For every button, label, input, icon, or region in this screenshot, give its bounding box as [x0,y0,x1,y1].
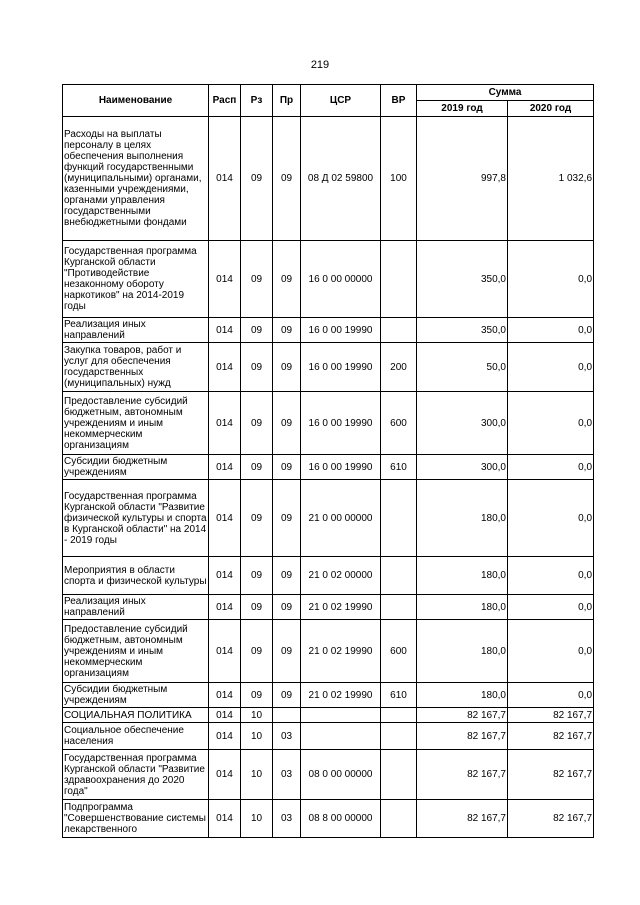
row-csr: 08 8 00 00000 [301,800,381,838]
row-vr: 100 [381,117,417,241]
row-rz: 09 [241,620,273,683]
row-rz: 09 [241,392,273,455]
row-name: Государственная программа Курганской области "Развитие здравоохранения до 2020 года" [63,750,209,800]
row-vr [381,708,417,723]
row-pr: 09 [273,480,301,557]
row-rasp: 014 [209,480,241,557]
table-row [63,683,594,708]
table-row [63,392,594,455]
page-number: 219 [310,59,330,71]
row-2019: 82 167,7 [417,800,508,838]
row-2020: 82 167,7 [508,750,594,800]
row-rasp: 014 [209,557,241,595]
row-vr [381,557,417,595]
row-2019: 997,8 [417,117,508,241]
row-csr: 08 0 00 00000 [301,750,381,800]
row-rasp: 014 [209,683,241,708]
row-pr: 09 [273,117,301,241]
row-pr: 03 [273,750,301,800]
row-csr: 16 0 00 19990 [301,392,381,455]
row-csr [301,708,381,723]
table-row [63,723,594,750]
row-vr [381,750,417,800]
row-vr: 610 [381,683,417,708]
row-2020: 1 032,6 [508,117,594,241]
table-row [63,318,594,343]
row-vr: 600 [381,392,417,455]
row-vr [381,800,417,838]
row-rasp: 014 [209,708,241,723]
row-2019: 350,0 [417,241,508,318]
row-2020: 82 167,7 [508,800,594,838]
row-csr [301,723,381,750]
row-2020: 0,0 [508,480,594,557]
row-rasp: 014 [209,620,241,683]
row-rz: 10 [241,800,273,838]
row-rz: 09 [241,318,273,343]
header-vr: ВР [381,85,417,117]
row-rz: 09 [241,595,273,620]
row-pr: 09 [273,241,301,318]
row-name: Подпрограмма "Совершенствование системы лекарственного [63,800,209,838]
row-rasp: 014 [209,343,241,392]
table-row [63,620,594,683]
row-rasp: 014 [209,392,241,455]
table-row [63,800,594,838]
row-name: Реализация иных направлений [63,318,209,343]
row-vr: 200 [381,343,417,392]
row-2020: 0,0 [508,392,594,455]
row-2020: 0,0 [508,683,594,708]
row-rz: 10 [241,723,273,750]
table-row [63,480,594,557]
row-name: Субсидии бюджетным учреждениям [63,683,209,708]
row-rz: 09 [241,117,273,241]
row-rz: 10 [241,750,273,800]
row-2020: 0,0 [508,595,594,620]
row-2019: 180,0 [417,480,508,557]
row-rz: 10 [241,708,273,723]
row-2019: 180,0 [417,620,508,683]
row-rasp: 014 [209,723,241,750]
row-pr [273,708,301,723]
row-2020: 0,0 [508,455,594,480]
row-pr: 09 [273,683,301,708]
row-rz: 09 [241,343,273,392]
row-csr: 08 Д 02 59800 [301,117,381,241]
header-rz: Рз [241,85,273,117]
table-header [63,85,594,117]
budget-table [62,84,594,838]
table-row [63,455,594,480]
row-csr: 21 0 02 19990 [301,620,381,683]
row-2019: 82 167,7 [417,750,508,800]
row-rasp: 014 [209,117,241,241]
row-pr: 09 [273,343,301,392]
row-vr [381,318,417,343]
table-row [63,343,594,392]
row-name: Предоставление субсидий бюджетным, автономным учреждениям и иным некоммерческим организациям [63,620,209,683]
row-csr: 21 0 02 00000 [301,557,381,595]
table-row [63,117,594,241]
row-2019: 300,0 [417,455,508,480]
header-rasp: Расп [209,85,241,117]
row-pr: 09 [273,620,301,683]
row-csr: 16 0 00 19990 [301,343,381,392]
row-pr: 09 [273,595,301,620]
header-sum: Сумма [417,85,594,101]
row-csr: 16 0 00 19990 [301,455,381,480]
row-name: Предоставление субсидий бюджетным, автономным учреждениям и иным некоммерческим организациям [63,392,209,455]
row-vr [381,595,417,620]
row-name: Закупка товаров, работ и услуг для обеспечения государственных (муниципальных) нужд [63,343,209,392]
row-rz: 09 [241,241,273,318]
row-name: Государственная программа Курганской области "Развитие физической культуры и спорта в Курганской области" на 2014 - 2019 годы [63,480,209,557]
row-vr [381,480,417,557]
row-2019: 300,0 [417,392,508,455]
row-rz: 09 [241,557,273,595]
row-2019: 180,0 [417,595,508,620]
row-2020: 0,0 [508,318,594,343]
row-csr: 16 0 00 19990 [301,318,381,343]
row-2019: 180,0 [417,683,508,708]
row-csr: 21 0 02 19990 [301,595,381,620]
row-2019: 50,0 [417,343,508,392]
row-2019: 350,0 [417,318,508,343]
row-pr: 03 [273,800,301,838]
header-name: Наименование [63,85,209,117]
row-2020: 0,0 [508,241,594,318]
table-row [63,750,594,800]
row-name: Субсидии бюджетным учреждениям [63,455,209,480]
row-name: Реализация иных направлений [63,595,209,620]
row-name: Государственная программа Курганской области "Противодействие незаконному обороту наркотиков" на 2014-2019 годы [63,241,209,318]
table-row [63,708,594,723]
table-body [63,117,594,838]
row-pr: 09 [273,557,301,595]
row-2020: 82 167,7 [508,723,594,750]
row-pr: 09 [273,318,301,343]
header-pr: Пр [273,85,301,117]
table-row [63,241,594,318]
row-csr: 21 0 00 00000 [301,480,381,557]
row-rz: 09 [241,683,273,708]
row-rz: 09 [241,455,273,480]
row-rz: 09 [241,480,273,557]
row-vr: 610 [381,455,417,480]
row-rasp: 014 [209,750,241,800]
row-pr: 09 [273,392,301,455]
row-2020: 0,0 [508,343,594,392]
row-csr: 21 0 02 19990 [301,683,381,708]
row-name: СОЦИАЛЬНАЯ ПОЛИТИКА [63,708,209,723]
row-2019: 180,0 [417,557,508,595]
row-rasp: 014 [209,455,241,480]
row-2019: 82 167,7 [417,723,508,750]
row-rasp: 014 [209,800,241,838]
row-vr [381,723,417,750]
row-vr [381,241,417,318]
row-name: Мероприятия в области спорта и физической культуры [63,557,209,595]
row-csr: 16 0 00 00000 [301,241,381,318]
row-vr: 600 [381,620,417,683]
row-name: Расходы на выплаты персоналу в целях обеспечения выполнения функций государственными (муниципальными) органами, казенными учреждениями, органами управления государственными внебюджетными фондами [63,117,209,241]
row-2020: 82 167,7 [508,708,594,723]
row-2020: 0,0 [508,557,594,595]
row-pr: 03 [273,723,301,750]
table-row [63,557,594,595]
row-rasp: 014 [209,241,241,318]
header-csr: ЦСР [301,85,381,117]
row-pr: 09 [273,455,301,480]
row-name: Социальное обеспечение населения [63,723,209,750]
row-2019: 82 167,7 [417,708,508,723]
row-2020: 0,0 [508,620,594,683]
table-row [63,595,594,620]
header-2019: 2019 год [417,101,508,117]
row-rasp: 014 [209,595,241,620]
header-2020: 2020 год [508,101,594,117]
row-rasp: 014 [209,318,241,343]
